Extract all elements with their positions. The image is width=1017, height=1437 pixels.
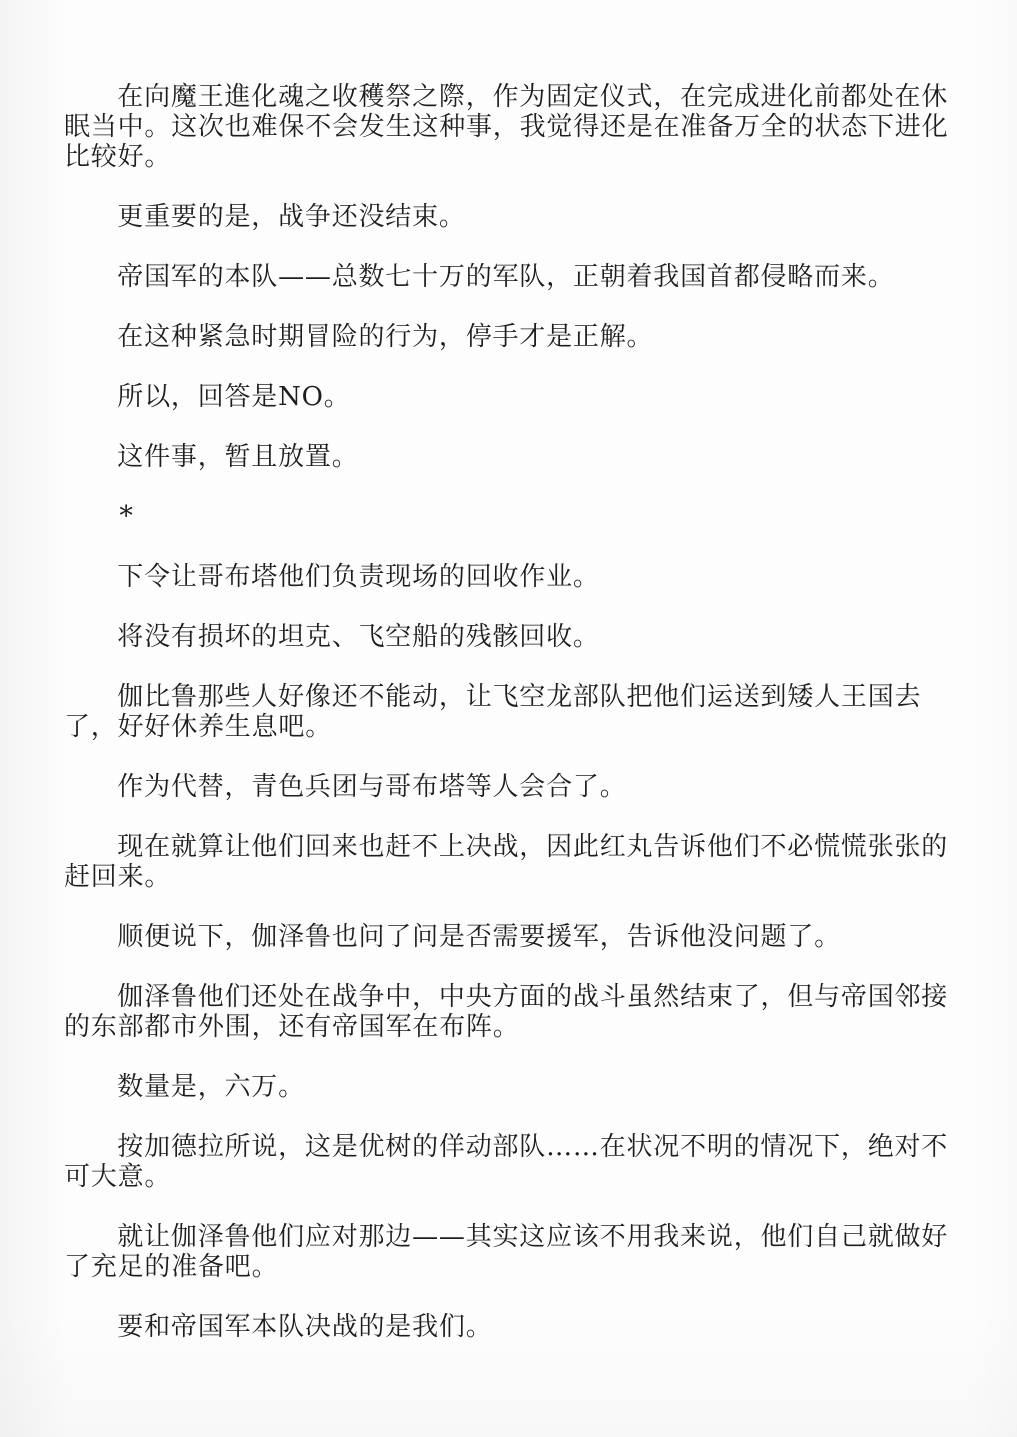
paragraph: 更重要的是，战争还没结束。 xyxy=(117,202,466,232)
paragraph: 帝国军的本队——总数七十万的军队，正朝着我国首都侵略而来。 xyxy=(117,262,895,292)
paragraph: 所以，回答是NO。 xyxy=(117,382,351,412)
paragraph: 按加德拉所说，这是优树的佯动部队……在状况不明的情况下，绝对不可大意。 xyxy=(64,1132,949,1192)
paragraph: 在向魔王進化魂之收穫祭之際，作为固定仪式，在完成进化前都处在休眠当中。这次也难保不会发生这种事，我觉得还是在准备万全的状态下进化比较好。 xyxy=(64,82,949,172)
section-separator: * xyxy=(119,501,134,532)
paragraph: 数量是，六万。 xyxy=(117,1072,305,1102)
paragraph: 就让伽泽鲁他们应对那边——其实这应该不用我来说，他们自己就做好了充足的准备吧。 xyxy=(64,1222,949,1282)
paragraph: 在这种紧急时期冒险的行为，停手才是正解。 xyxy=(117,322,654,352)
paragraph: 伽比鲁那些人好像还不能动，让飞空龙部队把他们运送到矮人王国去了，好好休养生息吧。 xyxy=(64,682,922,742)
paragraph: 这件事，暂且放置。 xyxy=(117,442,359,472)
paragraph: 下令让哥布塔他们负责现场的回收作业。 xyxy=(117,562,600,592)
paragraph: 现在就算让他们回来也赶不上决战，因此红丸告诉他们不必慌慌张张的赶回来。 xyxy=(64,832,949,892)
paragraph: 伽泽鲁他们还处在战争中，中央方面的战斗虽然结束了，但与帝国邻接的东部都市外围，还有帝国军在布阵。 xyxy=(64,982,949,1042)
paragraph: 顺便说下，伽泽鲁也问了问是否需要援军，告诉他没问题了。 xyxy=(117,922,841,952)
paragraph: 作为代替，青色兵团与哥布塔等人会合了。 xyxy=(117,772,627,802)
paragraph: 将没有损坏的坦克、飞空船的残骸回收。 xyxy=(117,622,600,652)
page-body xyxy=(64,82,959,1372)
paragraph: 要和帝国军本队决战的是我们。 xyxy=(117,1312,493,1342)
